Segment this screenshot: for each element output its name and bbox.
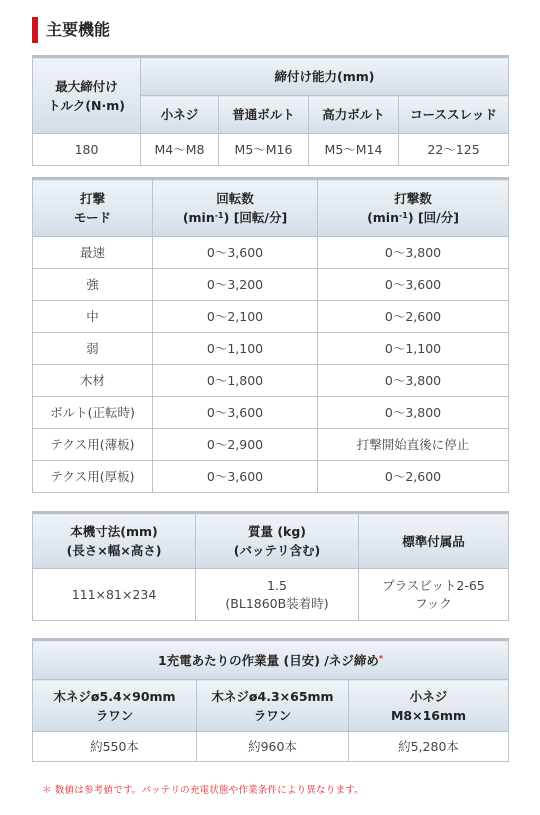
wood-screw-54-value: 約550本 [33, 732, 197, 762]
mode-label: 中 [33, 301, 153, 333]
rpm-value: 0～3,600 [153, 237, 318, 269]
ipm-value: 0～2,600 [318, 301, 509, 333]
accessories-value: プラスビット2-65 フック [359, 569, 509, 621]
mode-label: 最速 [33, 237, 153, 269]
dimensions-value: 111×81×234 [33, 569, 196, 621]
wood-screw-54-header: 木ネジø5.4×90mm ラワン [33, 680, 197, 732]
wood-screw-43-value: 約960本 [197, 732, 349, 762]
ipm-value: 0～3,800 [318, 397, 509, 429]
coarse-thread-value: 22～125 [399, 134, 509, 166]
table-row [33, 365, 509, 397]
mode-label: テクス用(薄板) [33, 429, 153, 461]
weight-header: 質量 (kg) (バッテリ含む) [196, 513, 359, 569]
rpm-value: 0～3,200 [153, 269, 318, 301]
footnote: ＊ 数値は参考値です。バッテリの充電状態や作業条件により異なります。 [42, 785, 364, 796]
rpm-value: 0～3,600 [153, 397, 318, 429]
max-torque-header: 最大締付け トルク(N·m) [33, 57, 141, 134]
table-row [33, 237, 509, 269]
high-tension-bolt-header: 高力ボルト [309, 96, 399, 134]
dimensions-header: 本機寸法(mm) (長さ×幅×高さ) [33, 513, 196, 569]
torque-capacity-table [32, 55, 509, 166]
weight-value: 1.5 (BL1860B装着時) [196, 569, 359, 621]
work-per-charge-header: 1充電あたりの作業量 (目安) /ネジ締め* [33, 640, 509, 680]
ipm-value: 0～2,600 [318, 461, 509, 493]
mode-label: 強 [33, 269, 153, 301]
rpm-value: 0～1,100 [153, 333, 318, 365]
impact-mode-table [32, 177, 509, 493]
wood-screw-43-header: 木ネジø4.3×65mm ラワン [197, 680, 349, 732]
rpm-value: 0～3,600 [153, 461, 318, 493]
table-row [33, 269, 509, 301]
impact-rate-header: 打撃数 $(\min^{-1})$ [回/分] [318, 179, 509, 237]
ipm-value: 打撃開始直後に停止 [318, 429, 509, 461]
table-row [33, 397, 509, 429]
rpm-value: 0～2,100 [153, 301, 318, 333]
machine-screw-m8-header: 小ネジ M8×16mm [349, 680, 509, 732]
mode-label: ボルト(正転時) [33, 397, 153, 429]
standard-bolt-value: M5～M16 [219, 134, 309, 166]
dimensions-table [32, 511, 509, 621]
ipm-value: 0～3,800 [318, 237, 509, 269]
work-per-charge-table [32, 638, 509, 762]
standard-bolt-header: 普通ボルト [219, 96, 309, 134]
machine-screw-value: M4～M8 [141, 134, 219, 166]
rotation-speed-header: 回転数 $(\min^{-1})$ [回転/分] [153, 179, 318, 237]
table-row [33, 429, 509, 461]
rpm-value: 0～2,900 [153, 429, 318, 461]
ipm-value: 0～1,100 [318, 333, 509, 365]
table-row [33, 333, 509, 365]
mode-label: テクス用(厚板) [33, 461, 153, 493]
section-title: 主要機能 [46, 20, 111, 39]
table-row [33, 301, 509, 333]
torque-value: 180 [33, 134, 141, 166]
mode-label: 木材 [33, 365, 153, 397]
rpm-value: 0～1,800 [153, 365, 318, 397]
machine-screw-m8-value: 約5,280本 [349, 732, 509, 762]
machine-screw-header: 小ネジ [141, 96, 219, 134]
tightening-capacity-header: 締付け能力(mm) [141, 57, 509, 96]
coarse-thread-header: コーススレッド [399, 96, 509, 134]
mode-label: 弱 [33, 333, 153, 365]
impact-mode-header: 打撃 モード [33, 179, 153, 237]
accessories-header: 標準付属品 [359, 513, 509, 569]
section-title-accent-bar [32, 17, 38, 43]
table-row [33, 461, 509, 493]
ipm-value: 0～3,800 [318, 365, 509, 397]
high-tension-bolt-value: M5～M14 [309, 134, 399, 166]
ipm-value: 0～3,600 [318, 269, 509, 301]
